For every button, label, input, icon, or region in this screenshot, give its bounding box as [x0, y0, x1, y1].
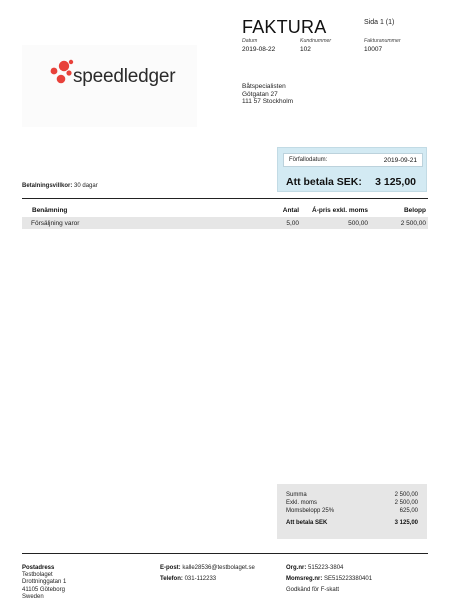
customer-number-label: Kundnummer	[300, 38, 332, 44]
footer-legal	[286, 565, 372, 595]
footer-org-label: Org.nr:	[286, 565, 307, 571]
payment-terms	[22, 183, 98, 189]
col-header-unit-price: Á-pris exkl. moms	[312, 207, 368, 214]
footer-tax-note: Godkänd för F-skatt	[286, 587, 340, 594]
row-amount: 2 500,00	[400, 220, 426, 227]
customer-number-value: 102	[300, 46, 311, 53]
summary-box	[277, 484, 427, 539]
footer-address-label: Postadress	[22, 565, 55, 571]
footer-org-value: 515223-3804	[308, 565, 344, 571]
footer-address-line: Drottninggatan 1	[22, 579, 67, 586]
row-description: Försäljning varor	[31, 220, 80, 227]
summary-value: 2 500,00	[394, 500, 418, 506]
footer-email-value[interactable]: kalle28536@testbolaget.se	[182, 565, 255, 571]
footer-vat-value: SE515223380401	[324, 576, 373, 583]
summary-label: Summa	[286, 492, 307, 498]
summary-row	[286, 500, 418, 506]
invoice-number-label: Fakturanummer	[364, 38, 401, 44]
row-unit-price: 500,00	[348, 220, 368, 227]
due-date-label: Förfallodatum:	[289, 157, 328, 163]
footer-contact	[160, 565, 255, 583]
footer-address	[22, 565, 66, 601]
summary-total-row	[286, 520, 418, 526]
footer-vat-label: Momsreg.nr:	[286, 576, 323, 583]
footer-address-line: Testbolaget	[22, 572, 53, 579]
footer-phone-value: 031-112233	[184, 576, 217, 583]
invoice-number-value: 10007	[364, 46, 383, 53]
row-quantity: 5,00	[286, 220, 299, 227]
col-header-quantity: Antal	[282, 207, 299, 214]
col-header-amount: Belopp	[403, 207, 426, 214]
footer-email-label: E-post:	[160, 565, 181, 571]
recipient-name: Båtspecialisten	[242, 83, 286, 90]
summary-total-value: 3 125,00	[394, 520, 418, 526]
amount-due-label: Att betala SEK:	[286, 176, 362, 188]
page-number: Sida 1 (1)	[364, 19, 395, 26]
payment-due-box	[277, 147, 427, 192]
summary-row	[286, 492, 418, 498]
due-date-value: 2019-09-21	[383, 157, 417, 164]
footer-address-line: Sweden	[22, 593, 44, 600]
summary-value: 625,00	[399, 508, 418, 514]
summary-label: Exkl. moms	[286, 500, 318, 506]
footer-org	[286, 565, 372, 572]
summary-value: 2 500,00	[394, 492, 418, 498]
footer-vat	[286, 576, 372, 583]
invoice-title: FAKTURA	[242, 17, 327, 37]
date-label: Datum	[242, 38, 258, 44]
payment-terms-label: Betalningsvillkor:	[22, 183, 73, 189]
summary-total-label: Att betala SEK	[286, 520, 328, 526]
col-header-description: Benämning	[32, 207, 68, 214]
date-value: 2019-08-22	[242, 46, 276, 53]
summary-label: Momsbelopp 25%	[286, 508, 335, 514]
footer-phone	[160, 576, 255, 583]
recipient-street: Götgatan 27	[242, 90, 278, 98]
due-date-row	[283, 153, 423, 167]
footer-email	[160, 565, 255, 572]
summary-row	[286, 508, 418, 514]
table-top-divider	[22, 198, 428, 199]
footer-divider	[22, 553, 428, 554]
recipient-city: 111 57 Stockholm	[242, 98, 294, 105]
payment-terms-value: 30 dagar	[74, 183, 98, 189]
footer-phone-label: Telefon:	[160, 576, 183, 583]
logo-text: speedledger	[73, 66, 176, 87]
amount-due-value: 3 125,00	[375, 176, 416, 188]
recipient-address	[242, 83, 293, 106]
footer-address-line: 41105 Göteborg	[22, 586, 65, 593]
